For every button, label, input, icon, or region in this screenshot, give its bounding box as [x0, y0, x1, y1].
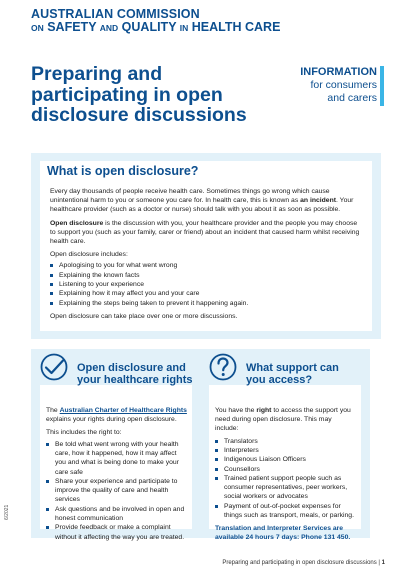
list-item: Apologising to you for what went wrong: [50, 261, 362, 270]
list-item: Explaining the known facts: [50, 271, 362, 280]
org-name-line2: ON SAFETY AND QUALITY IN HEALTH CARE: [31, 20, 281, 34]
org-name-line1: AUSTRALIAN COMMISSION: [31, 7, 200, 21]
list-item: Payment of out-of-pocket expenses for things such as transport, meals, or parking.: [215, 502, 356, 521]
list-item: Counsellors: [215, 465, 356, 474]
healthcare-rights-section: [31, 349, 201, 541]
list-item: Trained patient support people such as consumer representatives, peer workers, social workers or advocates: [215, 474, 356, 502]
section-title: Open disclosure and your healthcare rights: [77, 362, 193, 386]
support-content: [215, 406, 356, 543]
page-title: Preparing and participating in open disclosure discussions: [31, 63, 247, 126]
section-title: What is open disclosure?: [47, 164, 199, 178]
translation-services: Translation and Interpreter Services are available 24 hours 7 days: Phone 131 450.: [215, 525, 351, 542]
list-item: Indigenous Liaison Officers: [215, 455, 356, 464]
question-circle-icon: [208, 352, 238, 382]
section-title: What support can you access?: [246, 362, 339, 386]
document-id: 6/2021: [4, 504, 10, 520]
info-sub1: for consumers: [310, 79, 377, 91]
page-footer: Preparing and participating in open disclosure discussions | 1: [222, 560, 385, 566]
list-item: Ask questions and be involved in open and honest communication: [46, 505, 187, 524]
list-item: Be told what went wrong with your health care, how it happened, how it may affect you and what is being done to make your care safe: [46, 440, 187, 477]
support-section: [200, 349, 370, 542]
what-is-open-disclosure-section: [31, 153, 381, 339]
rights-includes-label: This includes the right to:: [46, 429, 122, 437]
section-body: [40, 161, 372, 331]
list-item: Listening to your experience: [50, 280, 362, 289]
list-item: Explaining the steps being taken to prevent it happening again.: [50, 299, 362, 308]
org-logo: [31, 8, 280, 35]
includes-label: Open disclosure includes:: [50, 251, 128, 259]
list-item: Interpreters: [215, 446, 356, 455]
audience-label: [300, 66, 377, 104]
rights-intro: The Australian Charter of Healthcare Rights explains your rights during open disclosure.: [46, 407, 187, 424]
rights-content: [46, 406, 187, 542]
support-intro: You have the right to access the support you need during open disclosure. This may include:: [215, 407, 351, 433]
includes-list: [50, 261, 362, 307]
info-label: INFORMATION: [300, 66, 377, 78]
page-number: 1: [381, 560, 385, 566]
list-item: Provide feedback or make a complaint without it affecting the way you are treated.: [46, 523, 187, 542]
support-list: [215, 437, 356, 521]
rights-list: [46, 440, 187, 542]
section-header: [200, 349, 370, 385]
accent-bar: [380, 66, 384, 106]
closing-paragraph: Open disclosure can take place over one or more discussions.: [50, 312, 238, 320]
list-item: Translators: [215, 437, 356, 446]
list-item: Share your experience and participate to improve the quality of care and health services: [46, 477, 187, 505]
checkmark-circle-icon: [39, 352, 69, 382]
footer-text: Preparing and participating in open disclosure discussions: [222, 560, 377, 566]
definition-paragraph: Open disclosure is the discussion with you, your healthcare provider and the people you may choose to support you (such as your family, carer or friend) about an incident that caused harm whilst receiving health care.: [50, 219, 360, 246]
intro-paragraph: Every day thousands of people receive health care. Sometimes things go wrong which cause unintentional harm to you or someone you care for. In health care, this is known as an incident. Your healthcare provider (such as a doctor or nurse) should talk with you about it as soon as possible.: [50, 188, 354, 214]
section-header: [31, 349, 201, 385]
info-sub2: and carers: [327, 91, 377, 104]
list-item: Explaining how it may affect you and your care: [50, 289, 362, 298]
